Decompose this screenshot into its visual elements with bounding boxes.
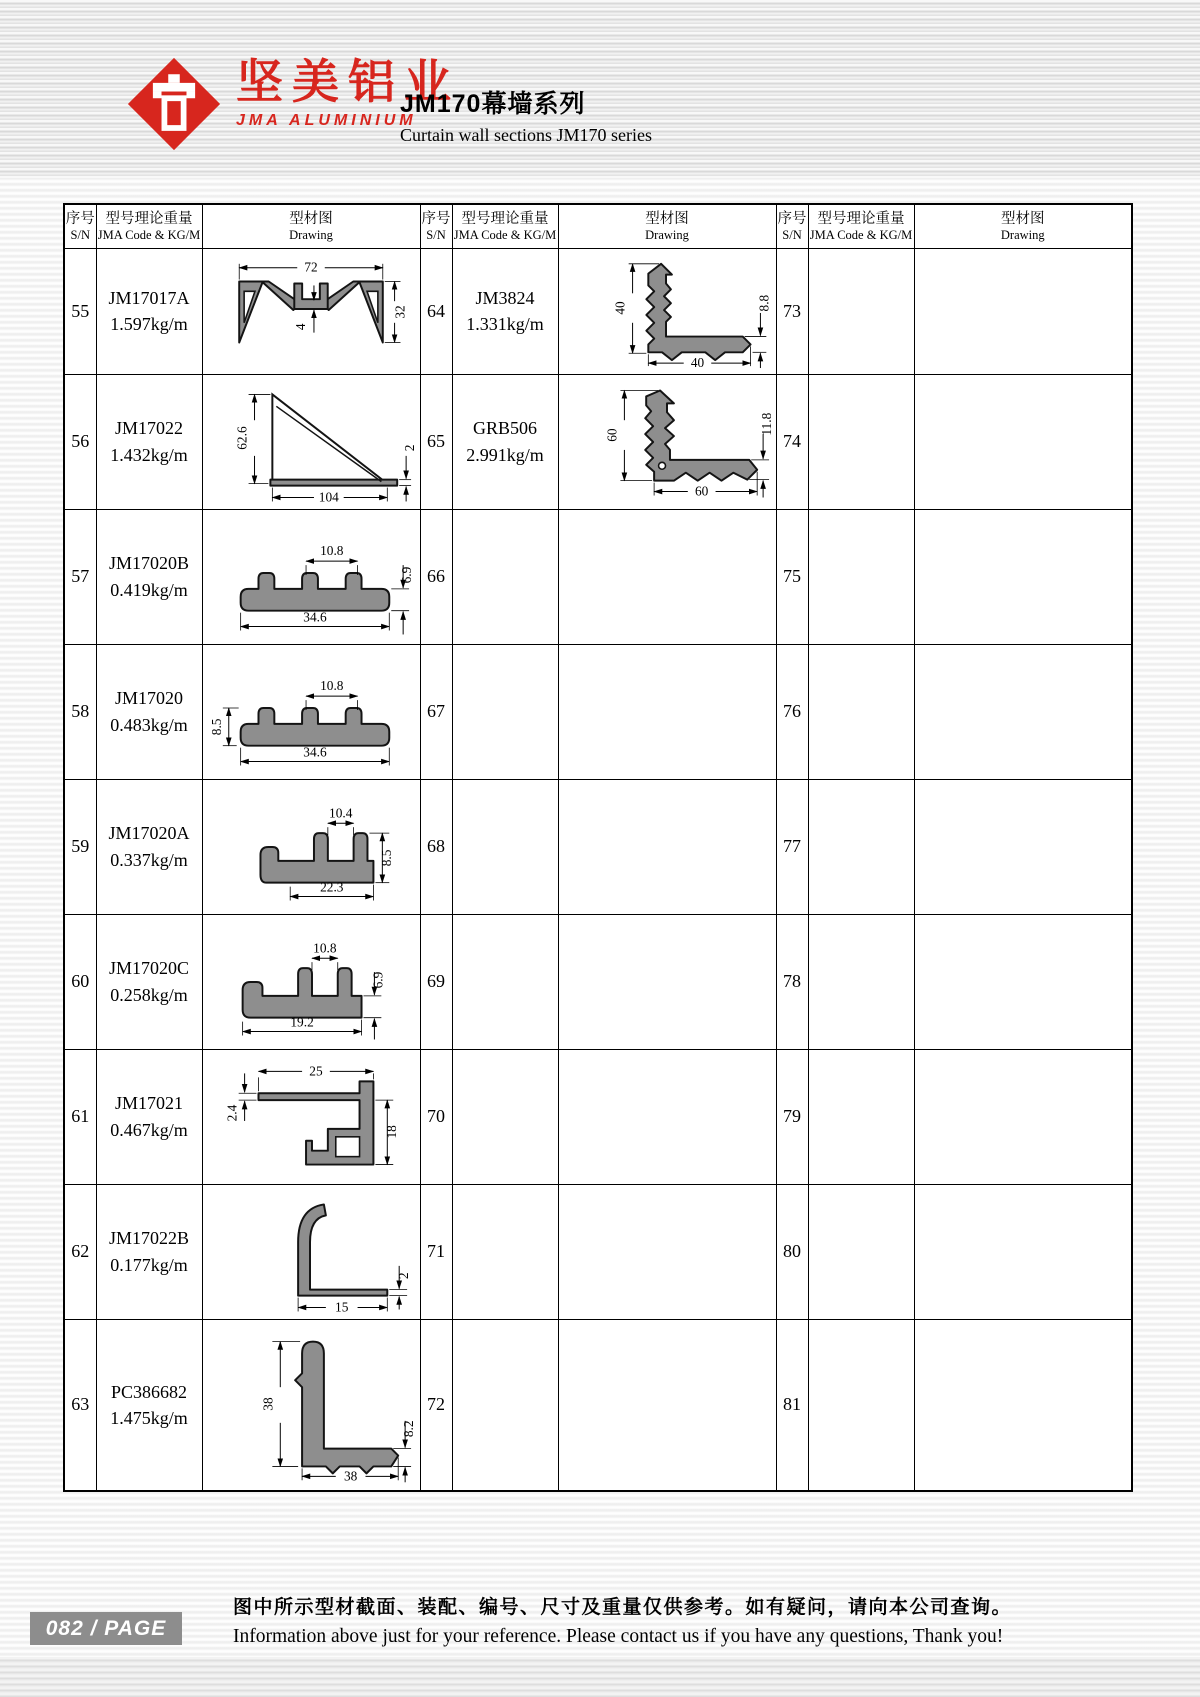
code-cell	[96, 509, 202, 644]
profile-code: JM17020C	[108, 958, 189, 979]
dim-label: 60	[694, 483, 709, 499]
sn-cell: 67	[420, 644, 452, 779]
sn-cell: 63	[64, 1319, 96, 1491]
table-row	[64, 1319, 1132, 1491]
sn-cell: 66	[420, 509, 452, 644]
dim-label: 10.8	[320, 542, 344, 558]
profile-code: JM17020A	[108, 823, 190, 844]
code-cell	[452, 509, 558, 644]
metal-stripe-footer-band	[0, 1657, 1200, 1697]
profile-drawing-jm17020b	[203, 513, 419, 641]
code-cell	[96, 1319, 202, 1491]
sn-cell: 76	[776, 644, 808, 779]
dim-label: 15	[335, 1298, 349, 1314]
col-header-sn: 序号 S/N	[776, 204, 808, 248]
dim-label: 8.5	[379, 849, 395, 866]
profile-drawing-grb506	[559, 378, 775, 506]
profile-weight: 0.337kg/m	[110, 849, 188, 870]
drawing-cell	[558, 779, 776, 914]
drawing-cell	[202, 1049, 420, 1184]
profile-weight: 0.483kg/m	[110, 714, 188, 735]
drawing-cell	[914, 1049, 1132, 1184]
code-cell	[808, 1319, 914, 1491]
profile-drawing-jm17017a	[203, 252, 419, 370]
sn-cell: 73	[776, 248, 808, 374]
sn-cell: 61	[64, 1049, 96, 1184]
sn-cell: 78	[776, 914, 808, 1049]
col-header-drawing: 型材图 Drawing	[914, 204, 1132, 248]
dim-label: 18	[384, 1124, 400, 1139]
profile-weight: 1.432kg/m	[110, 444, 188, 465]
drawing-cell	[202, 914, 420, 1049]
dim-label: 4	[293, 323, 309, 331]
page-number-badge: 082 / PAGE	[30, 1612, 182, 1645]
footer-note-cn: 图中所示型材截面、装配、编号、尺寸及重量仅供参考。如有疑问，请向本公司查询。	[233, 1597, 1013, 1618]
table-row	[64, 644, 1132, 779]
profile-code: JM17022B	[108, 1228, 189, 1249]
table-row	[64, 509, 1132, 644]
sn-cell: 74	[776, 374, 808, 509]
footer-note-en: Information above just for your reference. Please contact us if you have any questions, Thank you!	[233, 1626, 1004, 1647]
profile-drawing-jm17021	[203, 1053, 419, 1181]
code-cell	[808, 779, 914, 914]
drawing-cell	[914, 1184, 1132, 1319]
col-header-drawing: 型材图 Drawing	[202, 204, 420, 248]
sn-cell: 60	[64, 914, 96, 1049]
jma-diamond-logo-icon	[126, 56, 222, 152]
dim-label: 32	[392, 305, 408, 319]
sn-cell: 80	[776, 1184, 808, 1319]
code-cell	[452, 248, 558, 374]
code-cell	[96, 1049, 202, 1184]
code-cell	[808, 248, 914, 374]
dim-label: 34.6	[303, 744, 327, 760]
profile-weight: 0.258kg/m	[110, 984, 188, 1005]
sn-cell: 70	[420, 1049, 452, 1184]
drawing-cell	[914, 779, 1132, 914]
col-header-drawing: 型材图 Drawing	[558, 204, 776, 248]
sn-cell: 69	[420, 914, 452, 1049]
code-cell	[808, 1184, 914, 1319]
sn-cell: 75	[776, 509, 808, 644]
dim-label: 6.9	[399, 566, 415, 583]
sn-cell: 56	[64, 374, 96, 509]
sn-cell: 57	[64, 509, 96, 644]
drawing-cell	[202, 248, 420, 374]
sn-cell: 79	[776, 1049, 808, 1184]
table-header-row	[64, 204, 1132, 248]
code-cell	[96, 374, 202, 509]
dim-label: 2	[402, 444, 418, 451]
profile-weight: 0.467kg/m	[110, 1119, 188, 1140]
code-cell	[808, 374, 914, 509]
code-cell	[808, 1049, 914, 1184]
profile-code: JM17020	[114, 688, 183, 709]
profile-drawing-jm17020c	[203, 918, 419, 1046]
drawing-cell	[558, 248, 776, 374]
table-row	[64, 248, 1132, 374]
col-header-code: 型号理论重量 JMA Code & KG/M	[452, 204, 558, 248]
dim-label: 22.3	[320, 879, 344, 895]
dim-label: 11.8	[759, 412, 775, 436]
dim-label: 8.5	[208, 718, 224, 735]
profile-code: JM17017A	[108, 287, 190, 308]
drawing-cell	[558, 1184, 776, 1319]
footer-notes	[233, 1592, 1012, 1648]
profile-weight: 0.177kg/m	[110, 1254, 188, 1275]
drawing-cell	[202, 374, 420, 509]
series-title-en: Curtain wall sections JM170 series	[400, 125, 652, 145]
profile-drawing-jm17020a	[203, 783, 419, 911]
sn-cell: 59	[64, 779, 96, 914]
sn-cell: 77	[776, 779, 808, 914]
drawing-cell	[914, 644, 1132, 779]
sn-cell: 81	[776, 1319, 808, 1491]
dim-label: 2	[396, 1271, 412, 1279]
drawing-cell	[202, 779, 420, 914]
sn-cell: 64	[420, 248, 452, 374]
dim-label: 25	[309, 1062, 323, 1078]
profile-drawing-jm17022	[203, 378, 419, 506]
drawing-cell	[914, 914, 1132, 1049]
dim-label: 6.9	[370, 971, 386, 988]
dim-label: 72	[304, 259, 318, 275]
table-row	[64, 1184, 1132, 1319]
code-cell	[96, 248, 202, 374]
dim-label: 10.8	[313, 939, 337, 955]
profile-code: GRB506	[472, 418, 537, 439]
dim-label: 62.6	[234, 425, 250, 450]
col-header-sn: 序号 S/N	[420, 204, 452, 248]
table-row	[64, 374, 1132, 509]
code-cell	[96, 644, 202, 779]
profile-weight: 1.597kg/m	[110, 314, 188, 334]
dim-label: 60	[604, 427, 620, 442]
profile-weight: 1.331kg/m	[466, 314, 544, 334]
drawing-cell	[202, 1319, 420, 1491]
brand-name-en: JMA ALUMINIUM	[236, 111, 417, 129]
profile-drawing-pc386682	[203, 1324, 419, 1486]
drawing-cell	[202, 1184, 420, 1319]
profile-code: JM17021	[114, 1093, 183, 1114]
table-row	[64, 779, 1132, 914]
dim-label: 38	[343, 1468, 358, 1484]
dim-label: 34.6	[303, 609, 327, 625]
sn-cell: 58	[64, 644, 96, 779]
sn-cell: 71	[420, 1184, 452, 1319]
code-cell	[96, 1184, 202, 1319]
code-cell	[808, 914, 914, 1049]
profile-weight: 0.419kg/m	[110, 579, 188, 600]
sn-cell: 55	[64, 248, 96, 374]
col-header-code: 型号理论重量 JMA Code & KG/M	[808, 204, 914, 248]
code-cell	[452, 779, 558, 914]
profiles-table	[63, 203, 1133, 1492]
brand-name-cn: 坚美铝业	[236, 55, 460, 108]
table-row	[64, 1049, 1132, 1184]
code-cell	[452, 1184, 558, 1319]
sn-cell: 68	[420, 779, 452, 914]
profile-code: JM17020B	[108, 553, 189, 574]
profile-code: JM17022	[114, 418, 183, 439]
drawing-cell	[558, 914, 776, 1049]
drawing-cell	[914, 374, 1132, 509]
series-title-cn: JM170幕墙系列	[400, 90, 586, 118]
dim-label: 8.8	[756, 294, 772, 312]
table-row	[64, 914, 1132, 1049]
drawing-cell	[558, 1319, 776, 1491]
profile-drawing-jm17020	[203, 648, 419, 776]
sn-cell: 62	[64, 1184, 96, 1319]
code-cell	[452, 644, 558, 779]
profile-code: PC386682	[110, 1381, 188, 1402]
sn-cell: 65	[420, 374, 452, 509]
drawing-cell	[914, 1319, 1132, 1491]
code-cell	[452, 1319, 558, 1491]
code-cell	[452, 374, 558, 509]
code-cell	[808, 509, 914, 644]
profile-weight: 1.475kg/m	[110, 1407, 188, 1428]
drawing-cell	[202, 509, 420, 644]
drawing-cell	[558, 644, 776, 779]
dim-label: 8.2	[401, 1420, 417, 1437]
drawing-cell	[558, 1049, 776, 1184]
drawing-cell	[914, 248, 1132, 374]
profile-weight: 2.991kg/m	[466, 444, 544, 465]
code-cell	[452, 1049, 558, 1184]
drawing-cell	[558, 374, 776, 509]
sn-cell: 72	[420, 1319, 452, 1491]
sections-table	[63, 203, 1133, 1492]
dim-label: 38	[260, 1397, 276, 1411]
col-header-sn: 序号 S/N	[64, 204, 96, 248]
dim-label: 104	[318, 488, 339, 504]
drawing-cell	[914, 509, 1132, 644]
dim-label: 10.8	[320, 677, 344, 693]
code-cell	[452, 914, 558, 1049]
code-cell	[96, 779, 202, 914]
profile-drawing-jm3824	[559, 252, 775, 370]
code-cell	[96, 914, 202, 1049]
page-title	[400, 84, 652, 146]
drawing-cell	[558, 509, 776, 644]
drawing-cell	[202, 644, 420, 779]
profile-code: JM3824	[475, 287, 535, 308]
dim-label: 40	[612, 301, 628, 315]
dim-label: 2.4	[224, 1104, 240, 1121]
col-header-code: 型号理论重量 JMA Code & KG/M	[96, 204, 202, 248]
profile-drawing-jm17022b	[203, 1188, 419, 1316]
code-cell	[808, 644, 914, 779]
dim-label: 40	[690, 355, 705, 370]
dim-label: 19.2	[290, 1014, 314, 1030]
dim-label: 10.4	[329, 804, 353, 820]
